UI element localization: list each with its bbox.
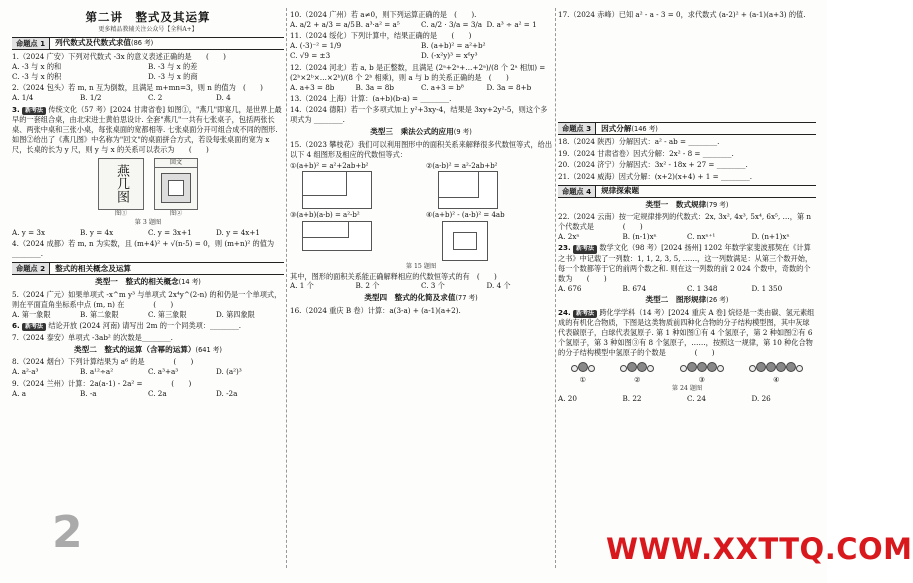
question-13: 13.（2024 上海）计算：(a+b)(b-a) = ________. — [290, 94, 452, 103]
option-d[interactable]: D. 1 350 — [751, 283, 783, 293]
option-c[interactable]: C. a/2 · 3/a = 3/a — [421, 19, 483, 29]
option-c[interactable]: C. 24 — [687, 393, 706, 403]
new-exam-badge: 新考法 — [22, 107, 46, 115]
option-b[interactable]: B. 第二象限 — [80, 309, 119, 319]
page-number: 2 — [52, 507, 83, 558]
option-a[interactable]: A. 第一象限 — [12, 309, 51, 319]
option-c[interactable]: C. y = 3x+1 — [148, 227, 192, 237]
option-b[interactable]: B. a¹²÷a² — [80, 367, 114, 377]
option-a[interactable]: A. 1/4 — [12, 93, 34, 103]
answer-space — [558, 21, 816, 119]
options — [290, 281, 552, 291]
section-header-2: 命题点 2 整式的相关概念及运算 — [12, 262, 284, 275]
question-18: 18.（2024 陕西）分解因式：a² - ab = ________. — [558, 137, 720, 147]
options — [290, 41, 552, 61]
question-16: 16.（2024 重庆 B 卷）计算：a(3-a) + (a-1)(a+2). — [290, 305, 461, 315]
option-a[interactable]: A. (-3)⁻² = 1/9 — [290, 41, 342, 51]
question-5: 5.（2024 广元）如果单项式 -x^m y³ 与单项式 2x⁴y^(2-n) 的和仍是一个单项式，则在平面直角坐标系中点 (m, n) 在 ( ) A. 第一象限 B. 第二象限 C. 第三象限 D. 第四象限 — [12, 290, 284, 320]
question-9: 9.（2024 兰州）计算：2a(a-1) - 2a² = ( ) A. a B. -a C. 2a D. -2a — [12, 379, 284, 399]
huiwen-diagram: 回文 — [154, 158, 198, 210]
option-c[interactable]: C. √9 = ±3 — [290, 51, 331, 61]
section-tag: 命题点 1 — [12, 38, 50, 49]
option-c[interactable]: C. 2a — [148, 388, 167, 398]
option-c[interactable]: C. a+3 = b⁸ — [421, 82, 464, 92]
column-divider — [286, 8, 287, 568]
option-b[interactable]: B. (a+b)² = a²+b² — [421, 41, 486, 51]
page-subtitle: 更多精品教辅关注公众号【全科A+】 — [98, 25, 198, 33]
column-left — [12, 10, 284, 400]
option-c[interactable]: C. 第三象限 — [148, 309, 187, 319]
option-a[interactable]: A. a/2 + a/3 = a/5 — [290, 19, 355, 29]
option-a[interactable]: A. y = 3x — [12, 227, 46, 237]
section-header-3: 命题点 3 因式分解(146 考) — [558, 122, 816, 135]
option-d[interactable]: D. 4 — [216, 93, 231, 103]
question-23: 23. 新考法 数学文化（98 考）[2024 扬州] 1202 年数学家斐波那契在《计算之书》中记载了一列数：1, 1, 2, 3, 5, ……，这一列数满足：从第三个数开始，每一个数都等于它的前两个数之和. 则在这一列数的前 2 024 个数中，奇数的个数为 ( ) A. 676 B. 674 C. 1 348 D. 1 350 — [558, 243, 816, 293]
question-6: 6. 新考法 结论开放 (2024 河南) 请写出 2m 的一个同类项：________. — [12, 321, 242, 331]
option-a[interactable]: A. a — [12, 388, 27, 398]
yanji-book-image: 燕几图 — [98, 158, 144, 210]
molecule-3: ③ — [680, 362, 724, 385]
table-rect — [168, 180, 184, 196]
options — [12, 310, 284, 320]
option-d[interactable]: D. y = 4x+1 — [216, 227, 260, 237]
option-c[interactable]: C. 1 348 — [687, 283, 718, 293]
option-b[interactable]: B. y = 4x — [80, 227, 114, 237]
option-b[interactable]: B. 22 — [622, 393, 642, 403]
question-21: 21.（2024 威海）因式分解：(x+2)(x+4) + 1 = ________. — [558, 171, 753, 181]
type-heading: 类型二 图形规律(26 考) — [645, 295, 729, 305]
question-12: 12.（2024 河北）若 a, b 是正整数，且满足 (2ᵃ+2ᵃ+…+2ᵃ)/(8 个 2ᵃ 相加) = (2ᵇ×2ᵇ×…×2ᵇ)/(8 个 2ᵇ 相乘)，则 a 与 b 的关系正确的是 ( ) A. a+3 = 8b B. 3a = 8b C. a+3 = b⁸ D. 3a = 8+b — [290, 63, 552, 93]
option-d[interactable]: D. -3 与 x 的商 — [148, 72, 198, 81]
option-d[interactable]: D. -2a — [216, 388, 238, 398]
type-heading: 类型二 整式的运算（含幂的运算）(641 考) — [74, 344, 222, 354]
question-17: 17.（2024 赤峰）已知 a² - a - 3 = 0，求代数式 (a-2)² + (a-1)(a+3) 的值. — [558, 10, 806, 19]
option-b[interactable]: B. (n-1)xⁿ — [622, 232, 657, 242]
options — [558, 232, 816, 242]
option-a[interactable]: A. 1 个 — [290, 281, 314, 291]
options — [12, 93, 284, 103]
type-heading: 类型一 数式规律(79 考) — [645, 199, 729, 209]
option-c[interactable]: C. a³+a³ — [148, 367, 179, 377]
option-c[interactable]: C. 2 — [148, 93, 163, 103]
figure-q3: 燕几图 图① 回文 图② — [12, 158, 284, 219]
option-a[interactable]: A. 20 — [558, 393, 577, 403]
area-diagram-3 — [302, 221, 372, 251]
option-b[interactable]: B. 3a = 8b — [355, 82, 394, 92]
column-divider — [555, 8, 556, 568]
options — [290, 83, 552, 93]
options — [12, 62, 284, 82]
option-a[interactable]: A. -3 与 x 的和 — [12, 62, 62, 72]
option-d[interactable]: D. (-x²y)³ = x⁶y³ — [421, 51, 478, 61]
question-19: 19.（2024 甘肃省卷）因式分解：2x² - 8 = ________. — [558, 148, 734, 158]
option-c[interactable]: C. 3 个 — [421, 281, 445, 291]
question-24: 24. 新考法 跨化学学科（14 考）[2024 重庆 A 卷] 烷烃是一类由碳、氢元素组成的有机化合物质，下图是这类物质前四种化合物的分子结构模型图，其中灰球代表碳原子，白球代表氢原子. 第 1 种如图①有 4 个氢原子，第 2 种如图②有 6 个氢原子，第 3 种如图③有 8 个氢原子，……，按照这一规律，第 10 种化合物的分子结构模型中氢原子的个数是 ( ) ① ② ③ ④ 第 24 题图 A. 20 B. 22 C. 24 D. 26 — [558, 307, 815, 403]
option-b[interactable]: B. -a — [80, 388, 97, 398]
type-heading: 类型四 整式的化简及求值(77 考) — [364, 293, 478, 303]
question-4: 4.（2024 成都）若 m, n 为实数，且 (m+4)² + √(n-5) = 0，则 (m+n)² 的值为 ________. — [12, 239, 275, 259]
molecule-4: ④ — [749, 362, 803, 385]
type-heading: 类型一 整式的相关概念(14 考) — [95, 277, 201, 287]
figure-q15: ①(a+b)² = a²+2ab+b² ②(a-b)² = a²-2ab+b² ③(a+b)(a-b) = a²-b² ④(a+b)² - (a-b)² = 4ab — [290, 162, 552, 261]
option-d[interactable]: D. 4 个 — [486, 281, 511, 291]
molecule-2: ② — [620, 362, 654, 385]
options — [12, 389, 284, 399]
question-20: 20.（2024 济宁）分解因式：3x² - 18x + 27 = ________. — [558, 160, 748, 170]
question-11: 11.（2024 绥化）下列计算中，结果正确的是 ( ) A. (-3)⁻² = 1/9 B. (a+b)² = a²+b² C. √9 = ±3 D. (-x²y)³ = x⁶y³ — [290, 31, 552, 61]
options — [558, 284, 816, 294]
molecule-figure — [558, 362, 816, 385]
question-2: 2.（2024 包头）若 m, n 互为倒数，且满足 m+mn=3，则 n 的值为 ( ) A. 1/4 B. 1/2 C. 2 D. 4 — [12, 83, 284, 103]
option-d[interactable]: D. a³ ÷ a² = 1 — [486, 19, 537, 29]
question-7: 7.（2024 泰安）单项式 -3ab² 的次数是________. — [12, 332, 173, 342]
question-1: 1.（2024 广安）下列对代数式 -3x 的意义表述正确的是 ( ) A. -3 与 x 的和 B. -3 与 x 的差 C. -3 与 x 的积 D. -3 与 x 的商 — [12, 52, 284, 82]
option-d[interactable]: D. 3a = 8+b — [486, 82, 532, 92]
option-a[interactable]: A. a²·a³ — [12, 367, 39, 377]
page-title: 第二讲 整式及其运算 — [85, 10, 211, 24]
option-b[interactable]: B. 674 — [622, 283, 647, 293]
section-header-4: 命题点 4 规律探索题 — [558, 185, 816, 198]
option-a[interactable]: A. 2xⁿ — [558, 232, 580, 242]
question-15: 15.（2023 攀枝花）我们可以利用图形中的面积关系来解释很多代数恒等式，给出以下 4 组图形及相应的代数恒等式： ①(a+b)² = a²+2ab+b² ②(a-b)² = a²-2ab+b² ③(a+b)(a-b) = a²-b² ④(a+b)² - (a-b)² = 4ab 第 15 题图 其中，图形的面积关系能正确解释相应的代数恒等式的有 ( ) A. 1 个 B. 2 个 C. 3 个 D. 4 个 — [290, 139, 553, 291]
option-b[interactable]: B. a³·a² = a⁵ — [355, 19, 400, 29]
option-b[interactable]: B. 2 个 — [355, 281, 380, 291]
option-d[interactable]: D. (a²)³ — [216, 367, 242, 377]
question-14: 14.（2024 德阳）若一个多项式加上 y²+3xy-4，结果是 3xy+2y²-5，则这个多项式为 ________. — [290, 105, 548, 125]
option-d[interactable]: D. 26 — [751, 393, 771, 403]
options — [12, 228, 284, 238]
area-diagram-1 — [302, 171, 372, 209]
column-right — [558, 10, 816, 405]
area-diagram-2 — [438, 171, 498, 209]
option-c[interactable]: C. nxⁿ⁺¹ — [687, 232, 716, 242]
question-8: 8.（2024 烟台）下列计算结果为 a⁶ 的是 ( ) A. a²·a³ B. a¹²÷a² C. a³+a³ D. (a²)³ — [12, 357, 284, 377]
option-b[interactable]: B. 1/2 — [80, 93, 102, 103]
option-a[interactable]: A. a+3 = 8b — [290, 82, 335, 92]
option-b[interactable]: B. -3 与 x 的差 — [148, 62, 198, 72]
molecule-1: ① — [571, 362, 595, 385]
question-10: 10.（2024 广州）若 a≠0，则下列运算正确的是 ( ). A. a/2 + a/3 = a/5 B. a³·a² = a⁵ C. a/2 · 3/a = 3/a D. a³ ÷ a² = 1 — [290, 10, 552, 30]
option-a[interactable]: A. 676 — [558, 283, 582, 293]
watermark-logo: WWW.XXTTQ.COM — [606, 532, 913, 566]
option-d[interactable]: D. (n+1)xⁿ — [751, 232, 790, 242]
section-header-1 — [12, 37, 284, 50]
type-heading: 类型三 乘法公式的应用(9 考) — [370, 127, 472, 137]
question-22: 22.（2024 云南）按一定规律排列的代数式：2x, 3x², 4x³, 5x⁴, 6x⁵, …，第 n 个代数式是 ( ) A. 2xⁿ B. (n-1)xⁿ C. nxⁿ⁺¹ D. (n+1)xⁿ — [558, 212, 816, 242]
options — [12, 367, 284, 377]
area-diagram-4 — [442, 221, 488, 261]
options — [558, 394, 816, 404]
section-title: 列代数式及代数式求值(86 考) — [55, 38, 154, 48]
column-middle — [290, 10, 552, 317]
option-c[interactable]: C. -3 与 x 的积 — [12, 72, 62, 81]
option-d[interactable]: D. 第四象限 — [216, 309, 255, 319]
options — [290, 20, 552, 30]
question-3: 3. 新考法 传统文化（57 考）[2024 甘肃省卷] 如图①，"燕几"即宴几，是世界上最早的一套组合桌，由北宋进士黄伯思设计. 全套"燕几"一共有七张桌子，包括两张长桌、两张中桌和三张小桌，每张桌面的宽都相等. 七张桌面分开可组合成不同的图形. 如图②给出了《燕几图》中名称为"回文"的桌面拼合方式，若设每张桌面的宽为 x 尺，长桌的长为 y 尺，则 y 与 x 的关系可以表示为 ( ) 燕几图 图① 回文 图② 第 3 题图 A. y = 3x B. y = 4x C. y = 3x+1 D. y = 4x+1 — [12, 105, 284, 238]
